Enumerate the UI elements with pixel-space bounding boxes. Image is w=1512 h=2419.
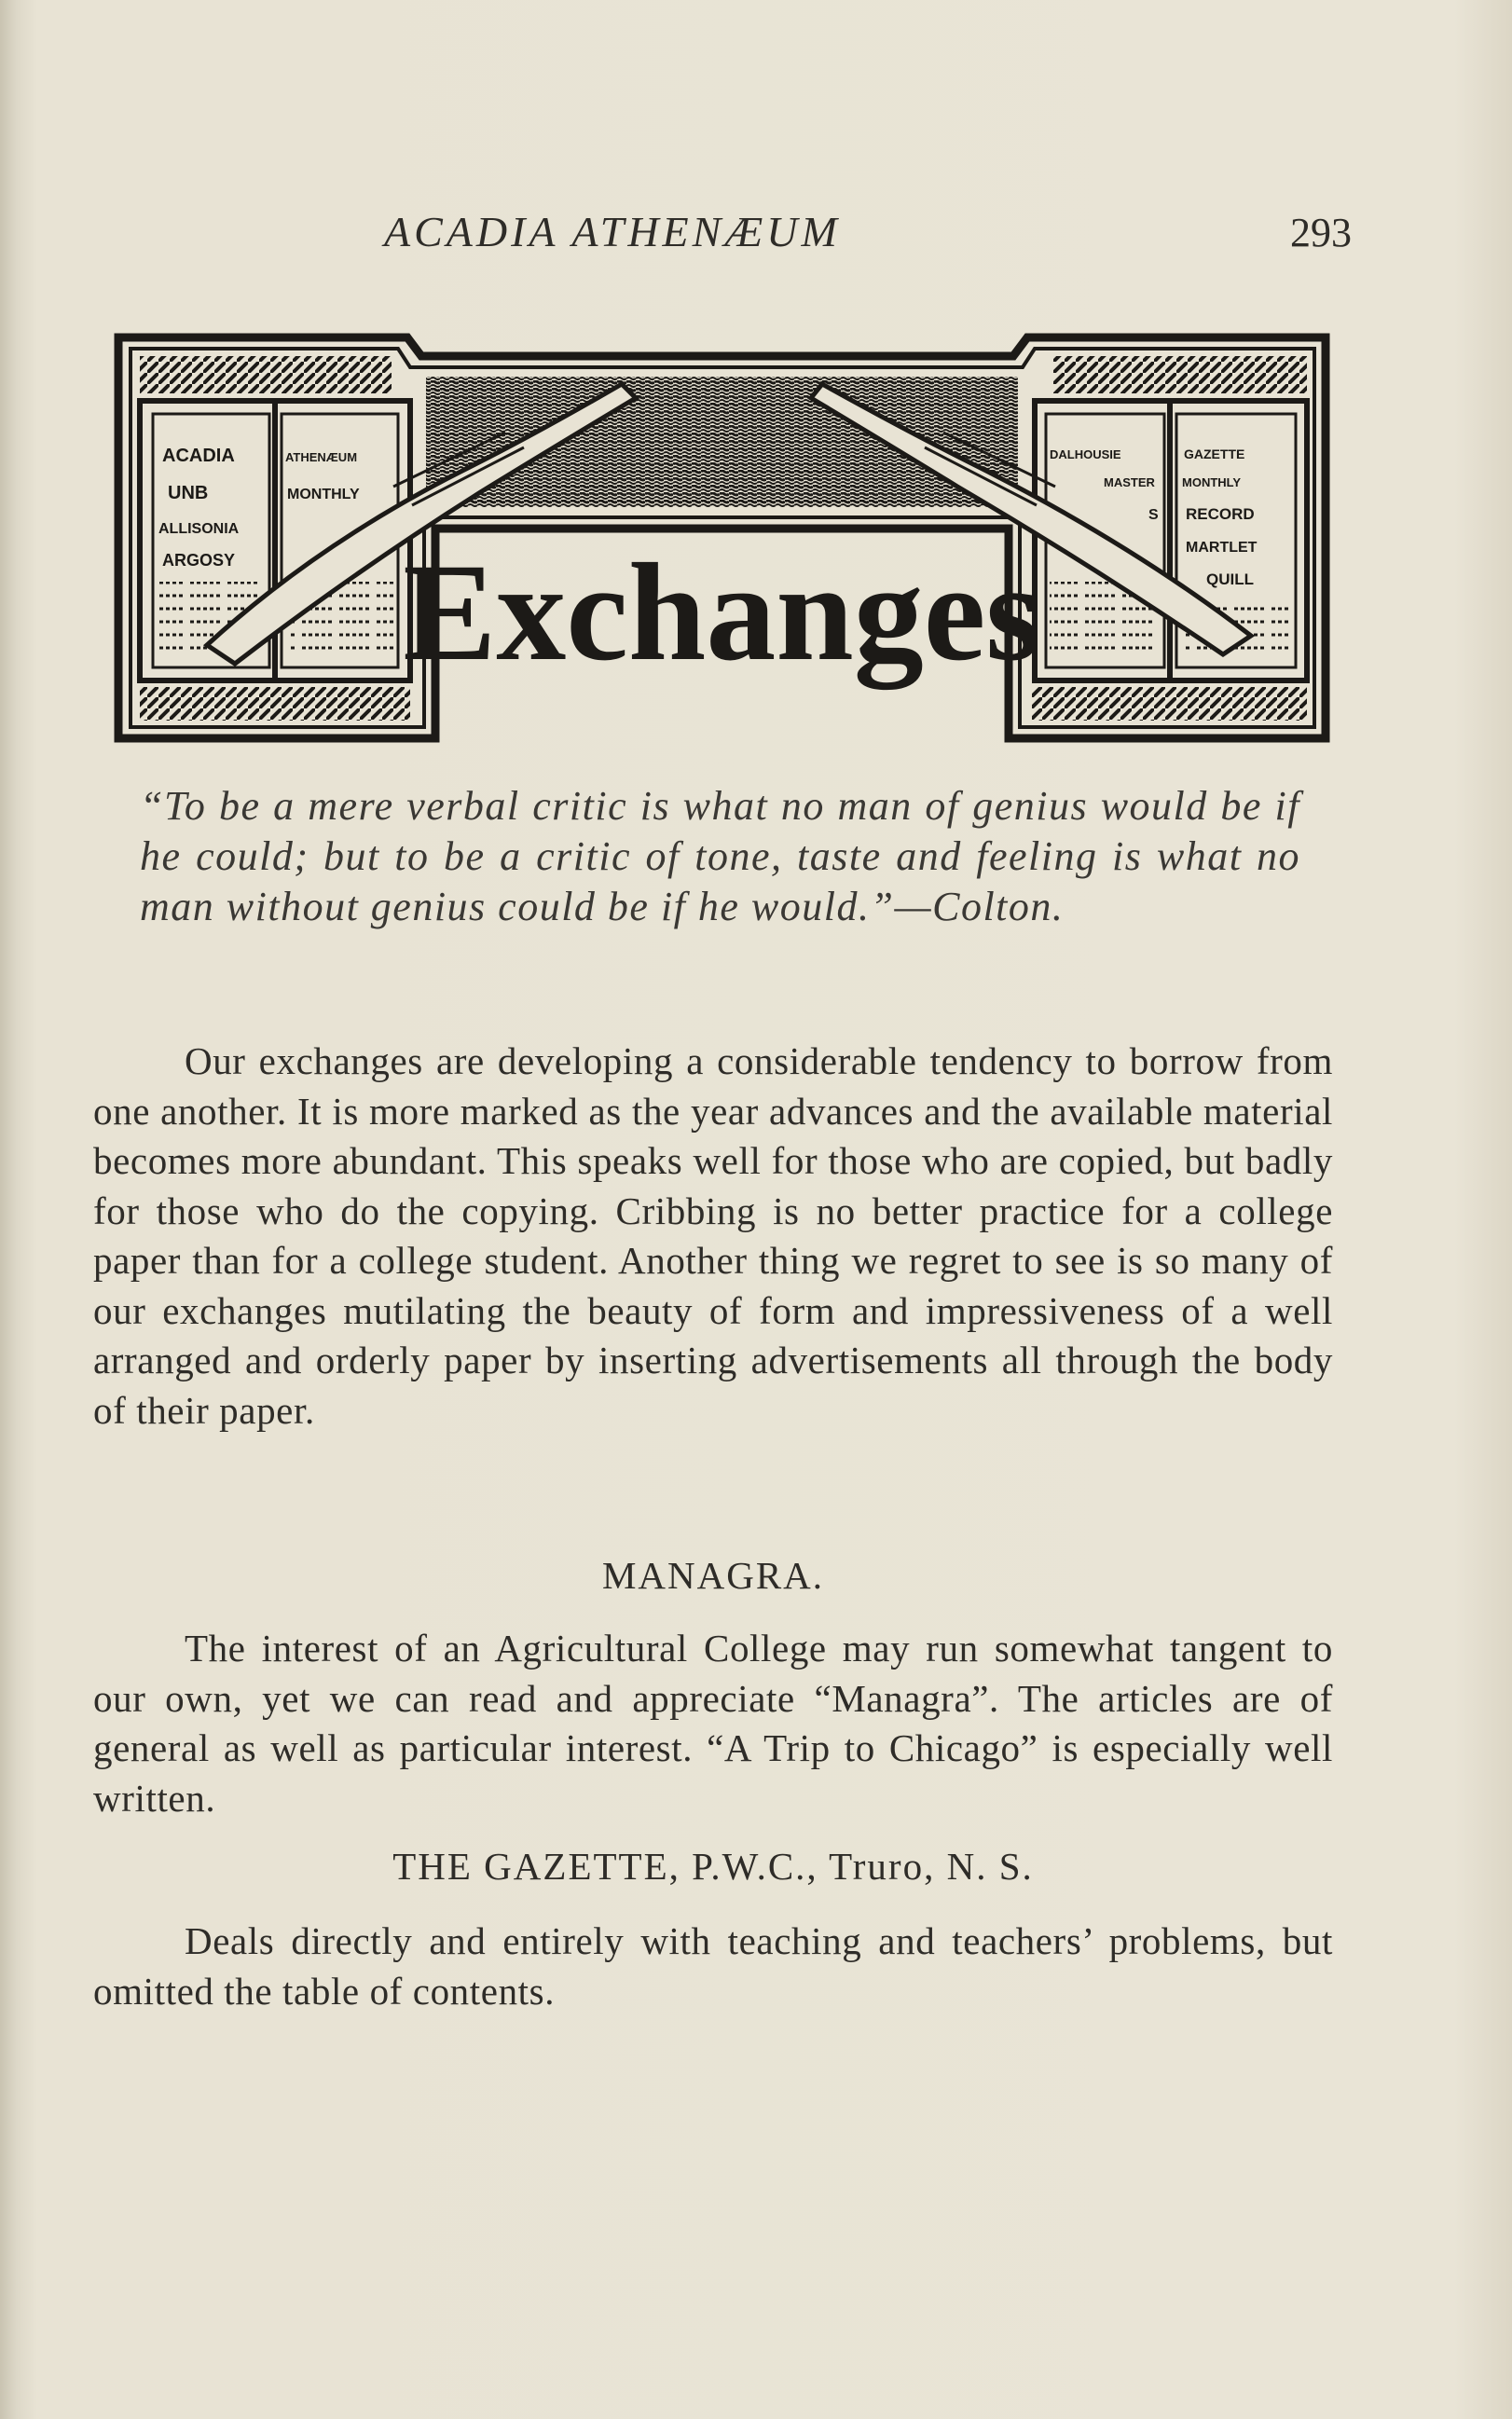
managra-heading: MANAGRA.	[601, 1554, 825, 1597]
svg-text:DALHOUSIE: DALHOUSIE	[1050, 447, 1121, 461]
svg-text:MASTER: MASTER	[1104, 475, 1155, 489]
gazette-heading: THE GAZETTE, P.W.C., Truro, N. S.	[392, 1845, 1034, 1888]
svg-text:ATHENÆUM: ATHENÆUM	[285, 450, 358, 464]
gazette-paragraph-block	[93, 1917, 1333, 2016]
svg-text:S: S	[1148, 507, 1159, 523]
gazette-paragraph: Deals directly and entirely with teaching and teachers’ problems, but omitted the table of contents.	[93, 1919, 1333, 2013]
running-title: ACADIA ATHENÆUM	[384, 208, 841, 255]
banner-illustration	[114, 328, 1330, 743]
epigraph-quote: “To be a mere verbal critic is what no man of genius would be if he could; but to be a critic of tone, taste and feeling is what no man without genius could be if he would.”—Colton.	[140, 783, 1300, 929]
exchanges-banner	[114, 328, 1330, 743]
svg-text:MONTHLY: MONTHLY	[287, 487, 360, 502]
svg-text:RECORD: RECORD	[1186, 505, 1255, 523]
intro-paragraph: Our exchanges are developing a considerable tendency to borrow from one another. It is more marked as the year advances and the available material becomes more abundant. This speaks well for those who are copied, but badly for those who do the copying. Cribbing is no better practice for a college paper than for a college student. Another thing we regret to see is so many of our exchanges mutilating the beauty of form and impressiveness of a well arranged and orderly paper by inserting advertisements all through the body of their paper.	[93, 1039, 1333, 1432]
svg-text:ARGOSY: ARGOSY	[162, 551, 236, 570]
epigraph	[140, 781, 1300, 932]
page-number: 293	[1290, 210, 1352, 255]
svg-text:UNB: UNB	[168, 483, 209, 503]
svg-text:ACADIA: ACADIA	[162, 446, 235, 466]
svg-text:QUILL: QUILL	[1206, 570, 1254, 588]
managra-paragraph: The interest of an Agricultural College may run somewhat tangent to our own, yet we can read and appreciate “Managra”. The articles are of general as well as particular interest. “A Trip to Chicago” is especially well written.	[93, 1627, 1333, 1820]
running-head	[93, 207, 1352, 263]
svg-text:MONTHLY: MONTHLY	[1182, 475, 1242, 489]
managra-paragraph-block	[93, 1624, 1333, 1823]
intro-paragraph-block	[93, 1037, 1333, 1436]
svg-text:ALLISONIA: ALLISONIA	[158, 521, 240, 537]
banner-heading: Exchanges	[403, 535, 1040, 690]
svg-text:GAZETTE: GAZETTE	[1184, 447, 1245, 461]
svg-text:MARTLET: MARTLET	[1186, 540, 1258, 556]
